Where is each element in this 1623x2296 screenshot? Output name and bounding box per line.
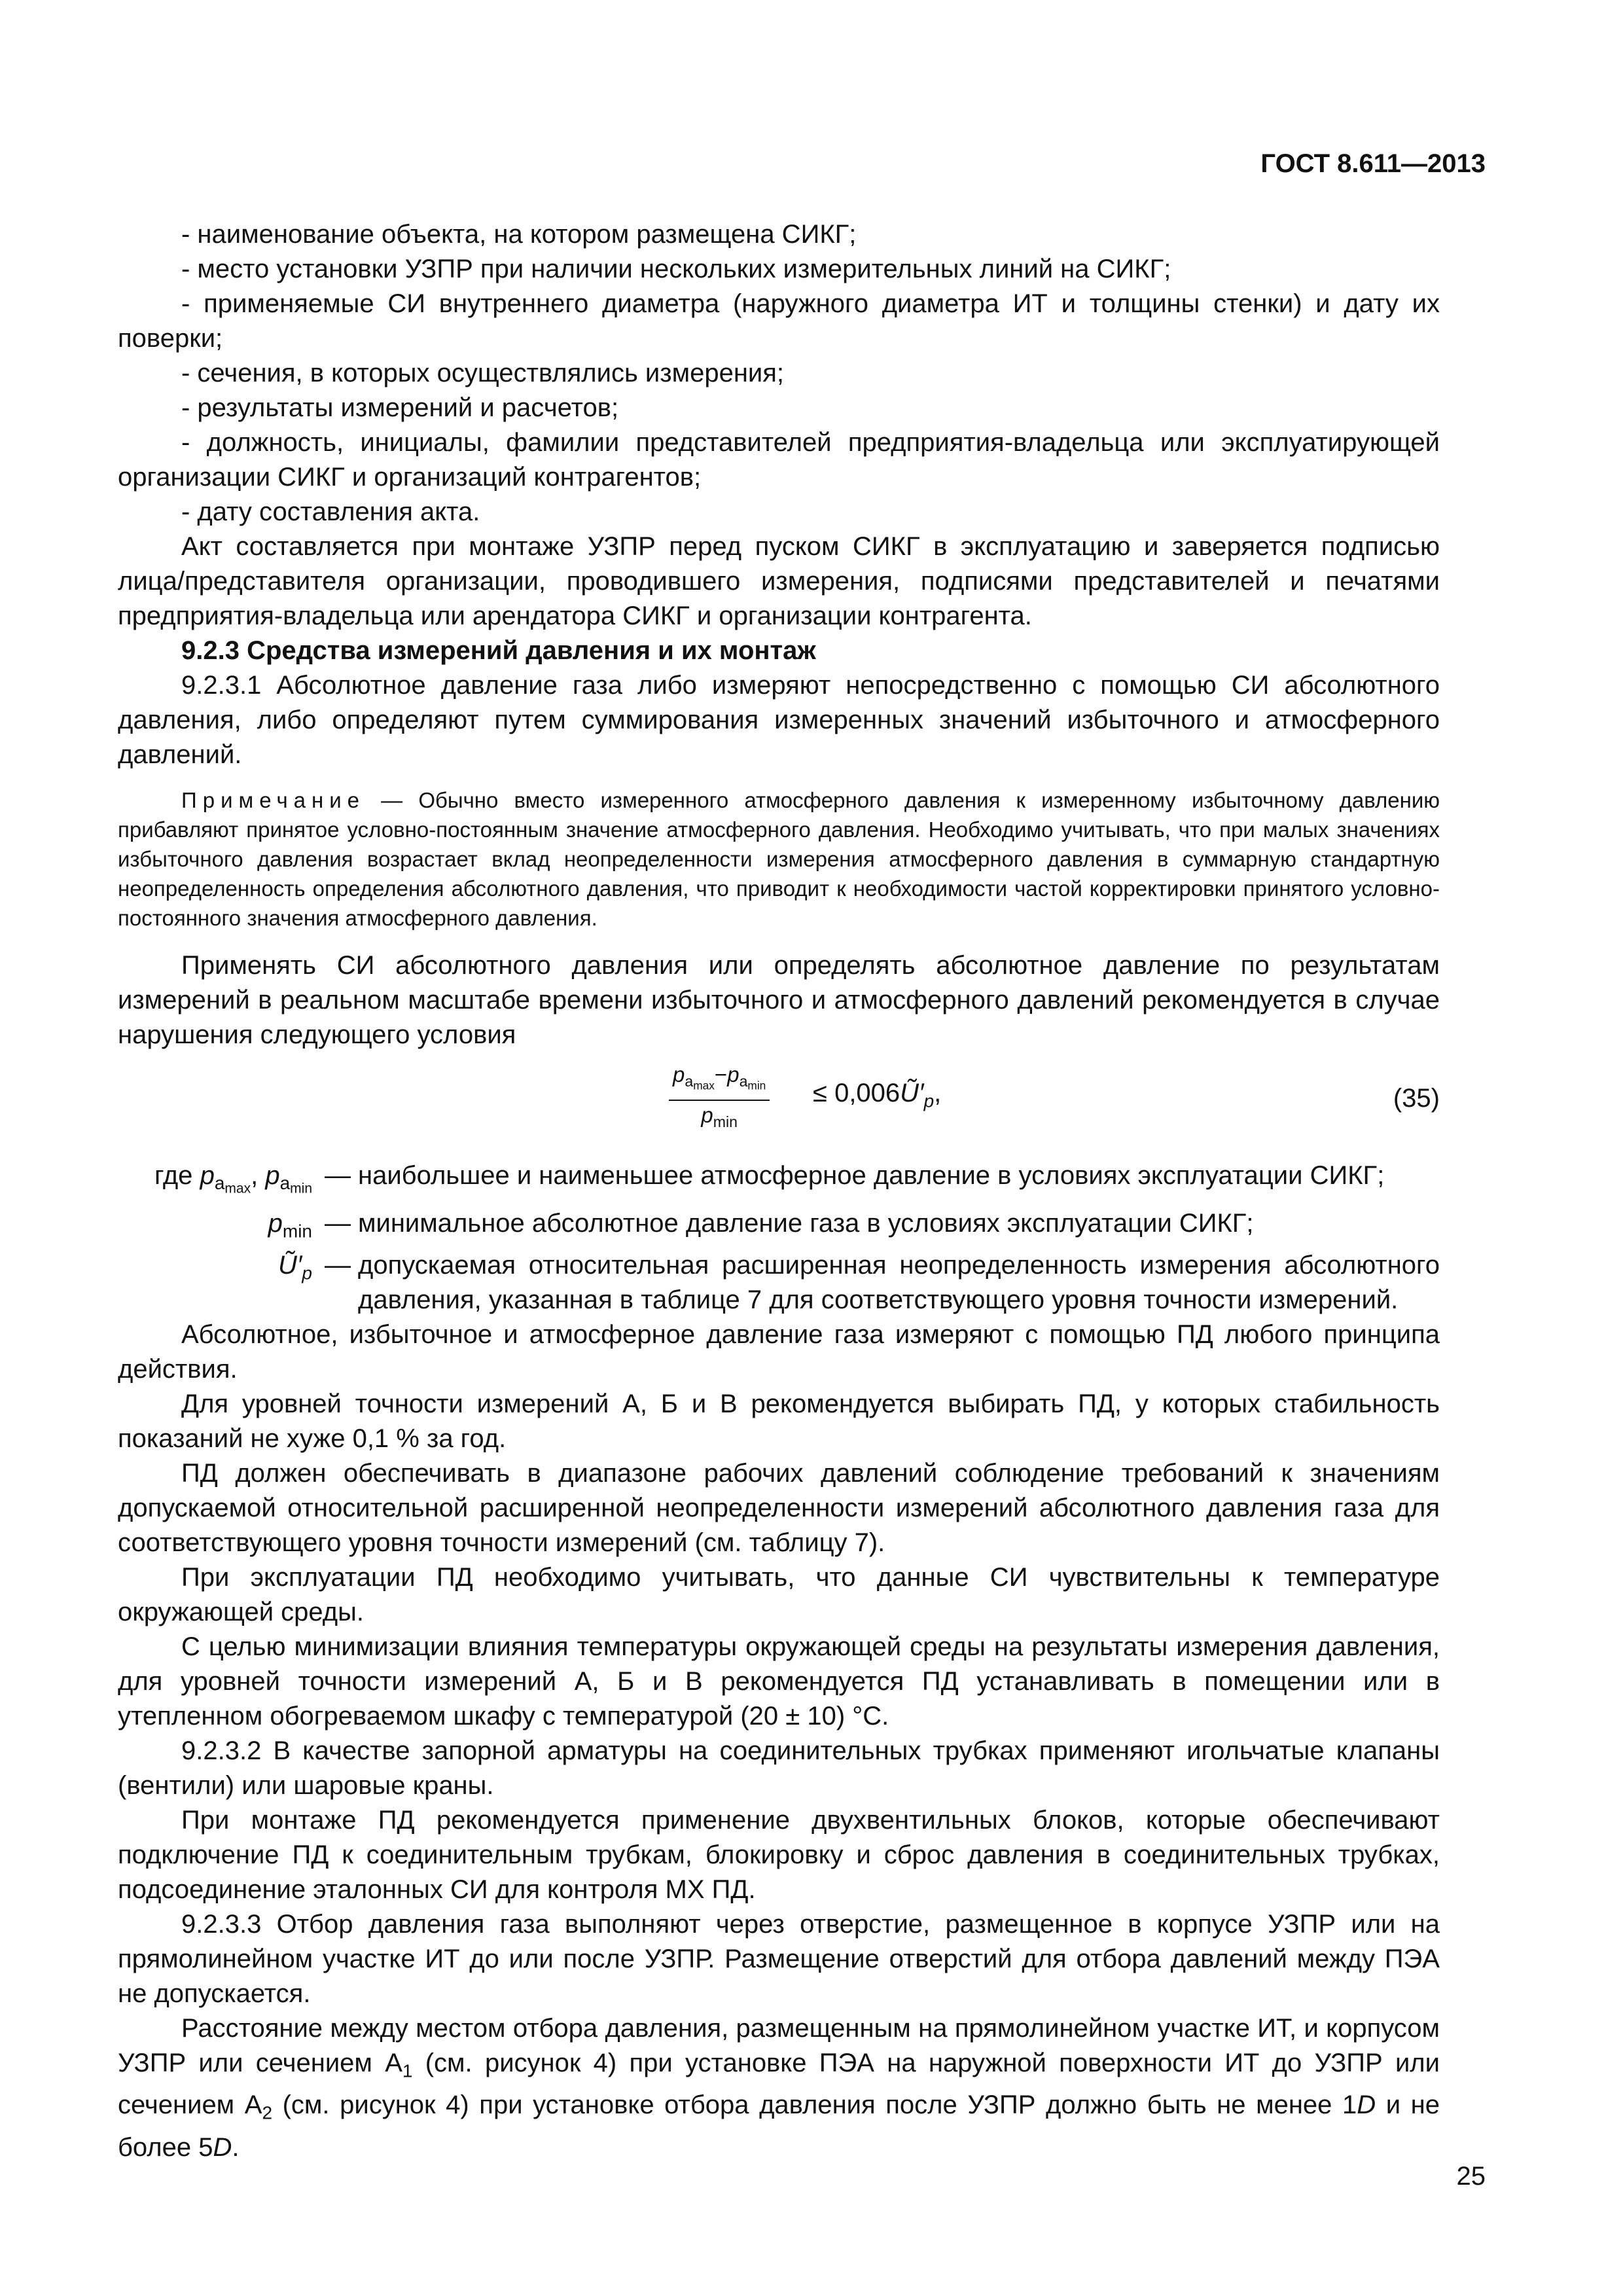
formula-denominator: $p_{min}$ (701, 1103, 738, 1131)
list-item: - место установки УЗПР при наличии нескольких измерительных линий на СИКГ; (181, 255, 1171, 283)
act-paragraph: Акт составляется при монтаже УЗПР перед пуском СИКГ в эксплуатацию и заверяется подписью лица/представителя организации, проводившего измерения, подписями представителей и печатями предприятия-владельца или арендатора СИКГ и организации контрагента. (118, 532, 1440, 630)
page-number: 25 (1456, 2162, 1486, 2191)
formula-numerator: $p_{amax}-p_{amin}$ (669, 1062, 770, 1101)
paragraph: Абсолютное, избыточное и атмосферное давление газа измеряют с помощью ПД любого принципа действия. (118, 1320, 1440, 1384)
document-id-header: ГОСТ 8.611—2013 (1260, 149, 1486, 178)
list-item: - применяемые СИ внутреннего диаметра (наружного диаметра ИТ и толщины стенки) и дату их поверки; (118, 289, 1440, 353)
list-item: - результаты измерений и расчетов; (181, 393, 619, 422)
definition-text: допускаемая относительная расширенная неопределенность измерения абсолютного давления, указанная в таблице 7 для соответствующего уровня точности измерений. (358, 1251, 1440, 1315)
definition-dash: — (325, 1251, 351, 1280)
paragraph-apply: Применять СИ абсолютного давления или определять абсолютное давление по результатам измерений в реальном масштабе времени избыточного и атмосферного давлений рекомендуется в случае нарушения следующего условия (118, 951, 1440, 1049)
paragraph-distance: Расстояние между местом отбора давления, размещенным на прямолинейном участке ИТ, и корпусом УЗПР или сечением $А_1$ (см. рисунок 4) при установке ПЭА на наружной поверхности ИТ до УЗПР или сечением $А_2$ (см. рисунок 4) при установке отбора давления после УЗПР должно быть не менее 1D и не более 5D. (118, 2014, 1440, 2162)
list-item: - дату составления акта. (181, 497, 480, 526)
list-item: - должность, инициалы, фамилии представителей предприятия-владельца или эксплуатирующей организации СИКГ и организаций контрагентов; (118, 428, 1440, 492)
list-item: - сечения, в которых осуществлялись измерения; (181, 359, 785, 387)
definitions (118, 1158, 1440, 1318)
definition-symbol: $p_{min}$ (268, 1208, 312, 1242)
definition-dash: — (325, 1208, 351, 1238)
note-label: Примечание (181, 788, 366, 812)
paragraph: При эксплуатации ПД необходимо учитывать, что данные СИ чувствительны к температуре окружающей среды. (118, 1563, 1440, 1627)
paragraph: С целью минимизации влияния температуры окружающей среды на результаты измерения давления, для уровней точности измерений А, Б и В рекомендуется ПД устанавливать в помещении или в утепленном обогреваемом шкафу с температурой (20 ± 10) °С. (118, 1632, 1440, 1731)
section-heading: 9.2.3 Средства измерений давления и их монтаж (181, 636, 816, 665)
definition-symbol: $Ũ'_p$ (278, 1251, 312, 1283)
paragraph-9-2-3-2: 9.2.3.2 В качестве запорной арматуры на соединительных трубках применяют игольчатые клапаны (вентили) или шаровые краны. (118, 1736, 1440, 1801)
definition-text: наибольшее и наименьшее атмосферное давление в условиях эксплуатации СИКГ; (358, 1161, 1385, 1190)
definition-symbol: где $p_{amax}$, $p_{amin}$ (154, 1161, 312, 1196)
paragraph-9-2-3-3: 9.2.3.3 Отбор давления газа выполняют через отверстие, размещенное в корпусе УЗПР или на прямолинейном участке ИТ до или после УЗПР. Размещение отверстий для отбора давлений между ПЭА не допускается. (118, 1910, 1440, 2009)
paragraph: При монтаже ПД рекомендуется применение двухвентильных блоков, которые обеспечивают подключение ПД к соединительным трубкам, блокировку и сброс давления в соединительных трубках, подсоединение эталонных СИ для контроля МХ ПД. (118, 1806, 1440, 1905)
definition-dash: — (325, 1161, 351, 1190)
page-content (118, 217, 1440, 2165)
formula-inequality: ≤ $0,006Ũ'_p$, (813, 1079, 942, 1111)
formula-fraction (669, 1062, 770, 1135)
formula-35 (118, 1062, 1440, 1141)
paragraph: Для уровней точности измерений А, Б и В рекомендуется выбирать ПД, у которых стабильность показаний не хуже 0,1 % за год. (118, 1390, 1440, 1454)
paragraph-9-2-3-1: 9.2.3.1 Абсолютное давление газа либо измеряют непосредственно с помощью СИ абсолютного давления, либо определяют путем суммирования измеренных значений избыточного и атмосферного давлений. (118, 671, 1440, 769)
formula-number: (35) (1393, 1084, 1440, 1113)
note (118, 785, 1440, 933)
paragraph: ПД должен обеспечивать в диапазоне рабочих давлений соблюдение требований к значениям допускаемой относительной расширенной неопределенности измерений абсолютного давления газа для соответствующего уровня точности измерений (см. таблицу 7). (118, 1459, 1440, 1558)
definition-text: минимальное абсолютное давление газа в условиях эксплуатации СИКГ; (358, 1208, 1254, 1238)
note-text: — Обычно вместо измеренного атмосферного давления к измеренному избыточному давлению прибавляют принятое условно-постоянным значение атмосферного давления. Необходимо учитывать, что при малых значениях избыточного давления возрастает вклад неопределенности измерения атмосферного давления в суммарную стандартную неопределенность определения абсолютного давления, что приводит к необходимости частой корректировки принятого условно-постоянного значения атмосферного давления. (118, 788, 1440, 930)
list-item: - наименование объекта, на котором размещена СИКГ; (181, 220, 857, 249)
